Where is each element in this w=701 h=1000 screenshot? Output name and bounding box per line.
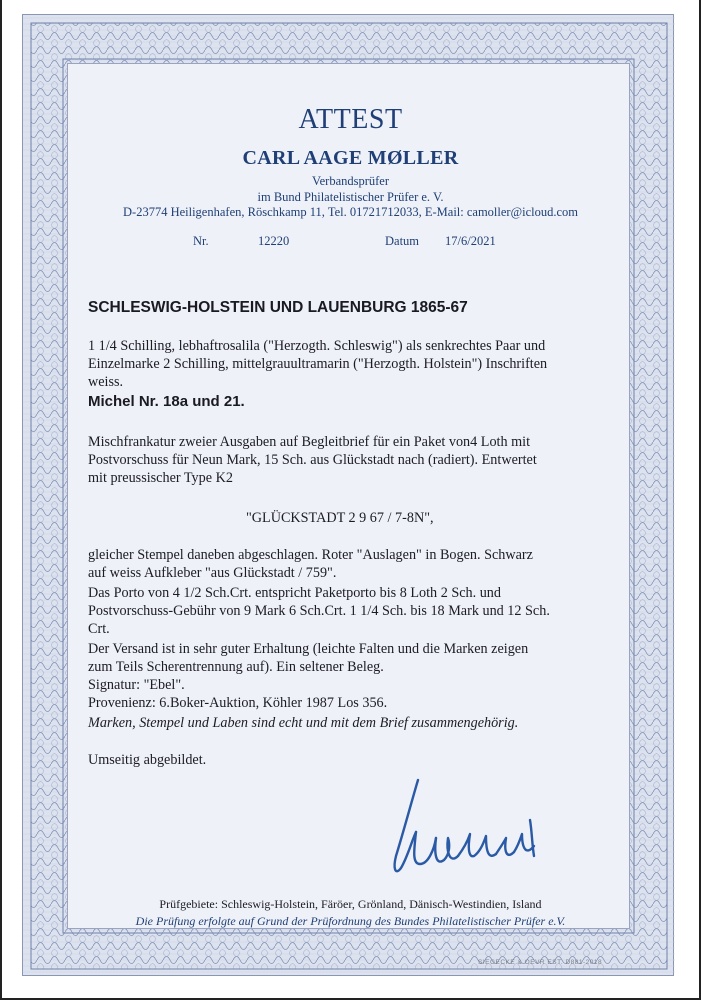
examiner-name: CARL AAGE MØLLER [242, 147, 459, 169]
michel-number: Michel Nr. 18a und 21. [88, 393, 245, 410]
examiner-address: D-23774 Heiligenhafen, Röschkamp 11, Tel. 01721712033, E-Mail: camoller@icloud.com [123, 205, 578, 219]
printer-mark: SIEGECKE & OEVR EST. D881-2018 [478, 959, 603, 966]
details-line: zum Teils Scherentrennung auf). Ein seltener Beleg. [88, 659, 384, 675]
illustrated-note: Umseitig abgebildet. [88, 752, 207, 768]
nr-label: Nr. [193, 234, 209, 248]
examiner-association: im Bund Philatelistischer Prüfer e. V. [257, 190, 444, 204]
handwritten-signature [300, 760, 560, 900]
details-line: Crt. [88, 621, 110, 637]
details-line: Der Versand ist in sehr guter Erhaltung (leichte Falten und die Marken zeigen [88, 641, 529, 657]
date-value: 17/6/2021 [445, 234, 496, 248]
date-label: Datum [385, 234, 420, 248]
details-line: Postvorschuss-Gebühr von 9 Mark 6 Sch.Crt. 1 1/4 Sch. bis 18 Mark und 12 Sch. [88, 603, 550, 619]
provenance-line: Provenienz: 6.Boker-Auktion, Köhler 1987 Los 356. [88, 695, 388, 711]
description-line: weiss. [88, 374, 124, 390]
subject-heading: SCHLESWIG-HOLSTEIN UND LAUENBURG 1865-67 [88, 299, 468, 316]
frankatur-line: Mischfrankatur zweier Ausgaben auf Begleitbrief für ein Paket von4 Loth mit [88, 434, 531, 450]
details-line: gleicher Stempel daneben abgeschlagen. Roter "Auslagen" in Bogen. Schwarz [88, 547, 533, 563]
details-line: Das Porto von 4 1/2 Sch.Crt. entspricht Paketporto bis 8 Loth 2 Sch. und [88, 585, 501, 601]
signatur-line: Signatur: "Ebel". [88, 677, 185, 693]
authenticity-statement: Marken, Stempel und Laben sind echt und mit dem Brief zusammengehörig. [88, 715, 519, 731]
examination-rule: Die Prüfung erfolgte auf Grund der Prüfordnung des Bundes Philatelistischer Prüfer e.V. [135, 914, 566, 928]
description-line: 1 1/4 Schilling, lebhaftrosalila ("Herzogth. Schleswig") als senkrechtes Paar und [88, 338, 546, 354]
frankatur-line: mit preussischer Type K2 [88, 470, 233, 486]
description-line: Einzelmarke 2 Schilling, mittelgrauultramarin ("Herzogth. Holstein") Inschriften [88, 356, 548, 372]
nr-value: 12220 [258, 234, 290, 248]
examiner-role: Verbandsprüfer [311, 174, 390, 188]
frankatur-line: Postvorschuss für Neun Mark, 15 Sch. aus Glückstadt nach (radiert). Entwertet [88, 452, 537, 468]
details-line: auf weiss Aufkleber "aus Glückstadt / 759". [88, 565, 337, 581]
examination-fields: Prüfgebiete: Schleswig-Holstein, Färöer, Grönland, Dänisch-Westindien, Island [159, 897, 542, 911]
cancellation-text: "GLÜCKSTADT 2 9 67 / 7-8N", [246, 510, 434, 526]
certificate-title: ATTEST [298, 104, 403, 135]
